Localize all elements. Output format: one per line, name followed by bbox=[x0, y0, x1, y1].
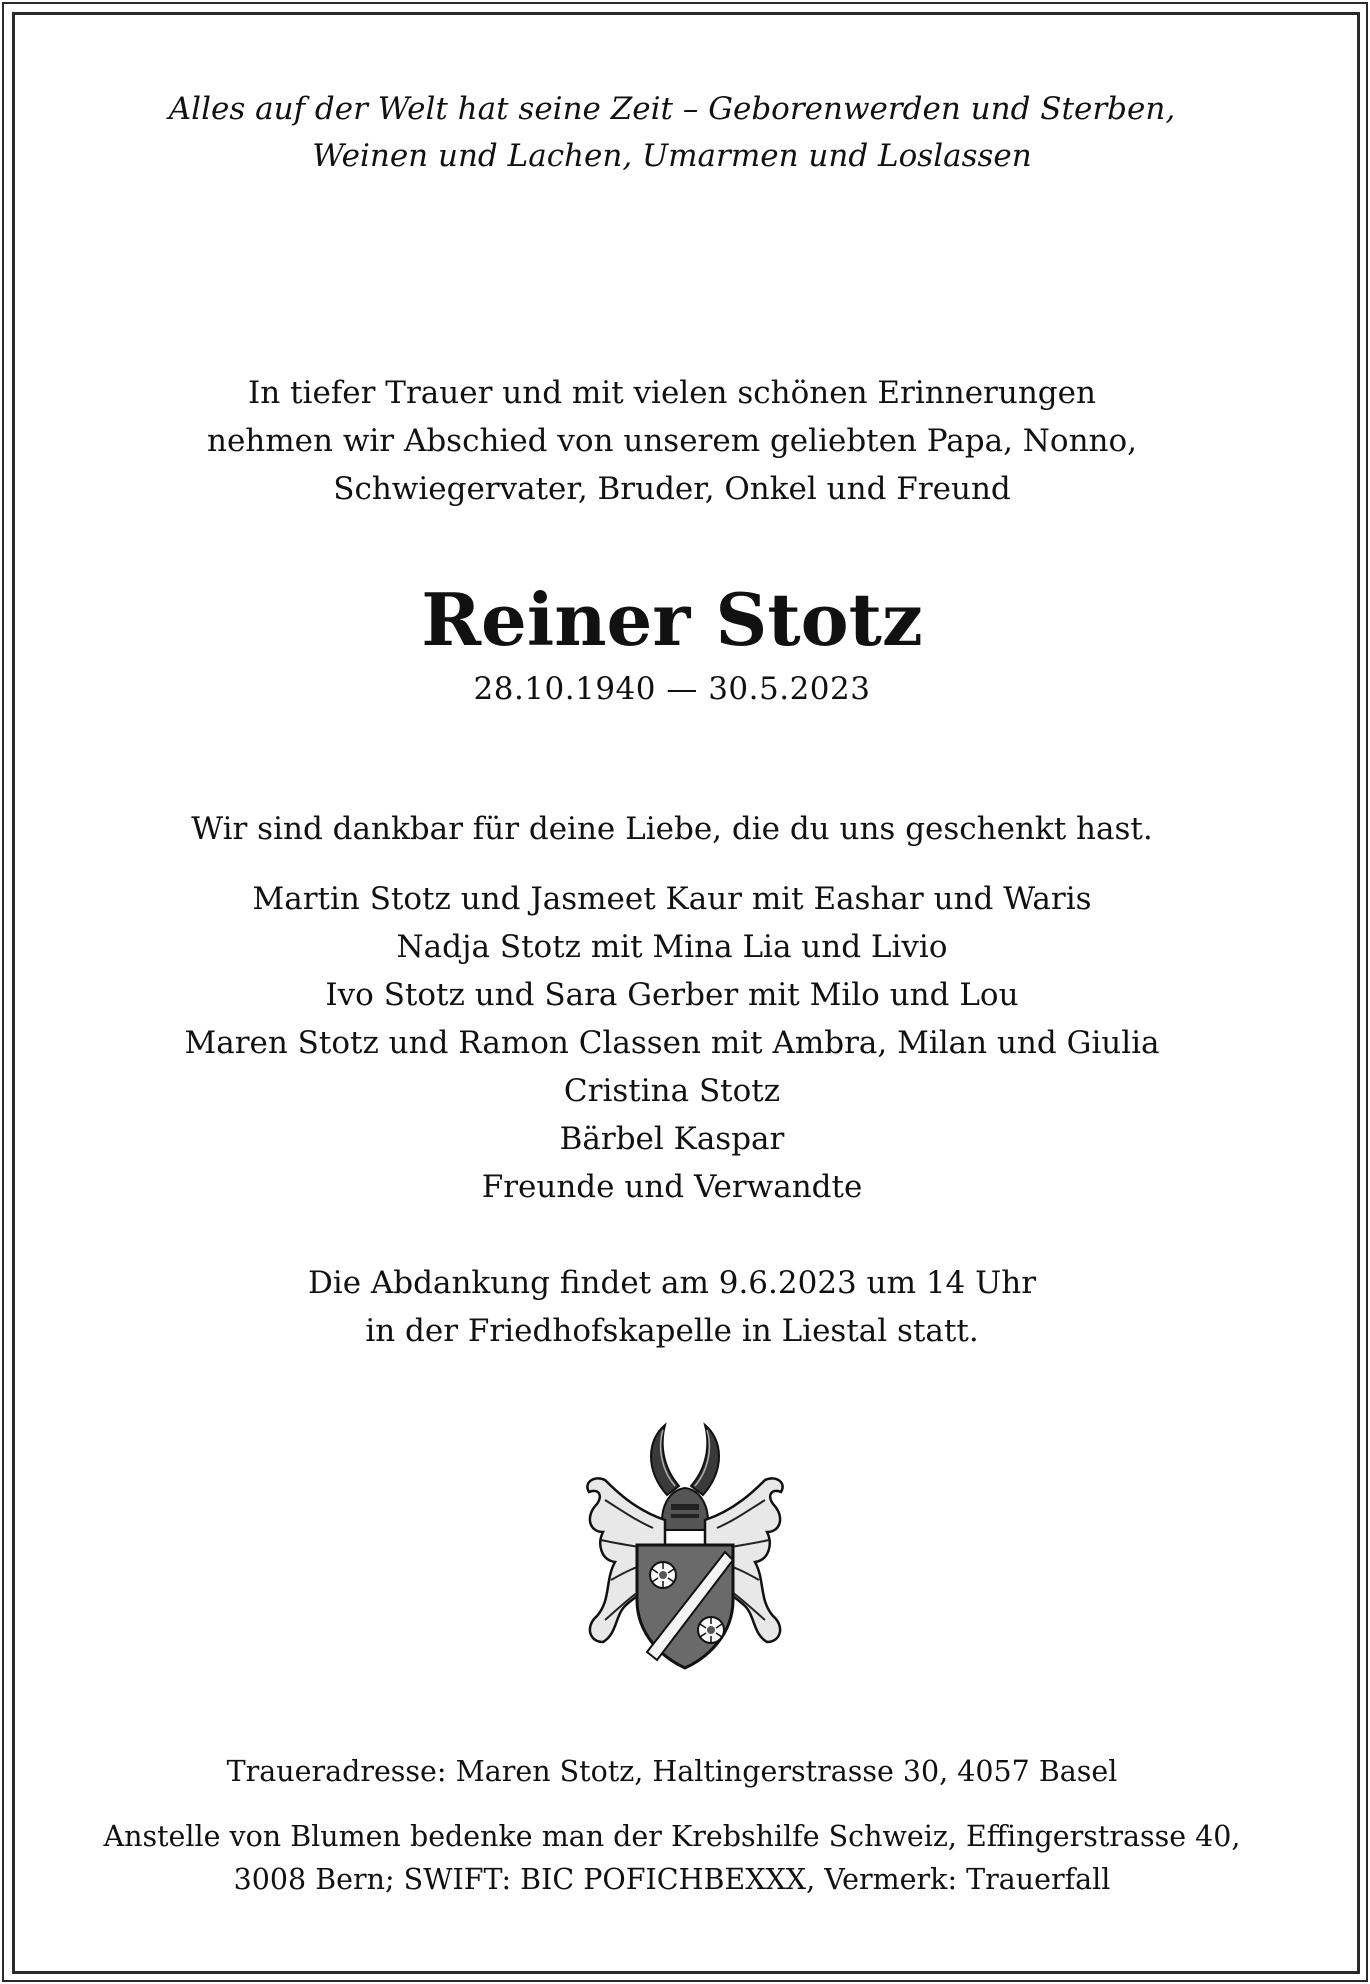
quote-line-2: Weinen und Lachen, Umarmen und Loslassen bbox=[312, 138, 1032, 174]
mourner-line: Bärbel Kaspar bbox=[559, 1121, 785, 1157]
mourning-address: Traueradresse: Maren Stotz, Haltingerstrasse 30, 4057 Basel bbox=[226, 1755, 1118, 1788]
intro-line-3: Schwiegervater, Bruder, Onkel und Freund bbox=[333, 471, 1011, 507]
coat-of-arms-icon bbox=[575, 1420, 795, 1675]
mourner-line: Nadja Stotz mit Mina Lia und Livio bbox=[396, 929, 948, 965]
quote-line-1: Alles auf der Welt hat seine Zeit – Geborenwerden und Sterben, bbox=[168, 91, 1176, 127]
service-line-1: Die Abdankung findet am 9.6.2023 um 14 Uhr bbox=[307, 1265, 1037, 1301]
life-dates: 28.10.1940 — 30.5.2023 bbox=[473, 671, 871, 707]
service-line-2: in der Friedhofskapelle in Liestal statt. bbox=[365, 1313, 979, 1349]
gratitude-text: Wir sind dankbar für deine Liebe, die du uns geschenkt hast. bbox=[191, 811, 1153, 847]
inner-border bbox=[12, 12, 1360, 1974]
deceased-name: Reiner Stotz bbox=[421, 577, 923, 662]
donation-line-2: 3008 Bern; SWIFT: BIC POFICHBEXXX, Vermerk: Trauerfall bbox=[233, 1863, 1111, 1896]
mourner-line: Cristina Stotz bbox=[563, 1073, 781, 1109]
mourner-line: Ivo Stotz und Sara Gerber mit Milo und Lou bbox=[325, 977, 1019, 1013]
donation-line-1: Anstelle von Blumen bedenke man der Krebshilfe Schweiz, Effingerstrasse 40, bbox=[103, 1820, 1241, 1853]
mourner-line: Freunde und Verwandte bbox=[481, 1169, 863, 1205]
intro-line-2: nehmen wir Abschied von unserem geliebten Papa, Nonno, bbox=[206, 423, 1138, 459]
mourner-line: Martin Stotz und Jasmeet Kaur mit Eashar und Waris bbox=[252, 881, 1092, 917]
intro-line-1: In tiefer Trauer und mit vielen schönen Erinnerungen bbox=[248, 375, 1096, 411]
mourner-line: Maren Stotz und Ramon Classen mit Ambra, Milan und Giulia bbox=[184, 1025, 1160, 1061]
